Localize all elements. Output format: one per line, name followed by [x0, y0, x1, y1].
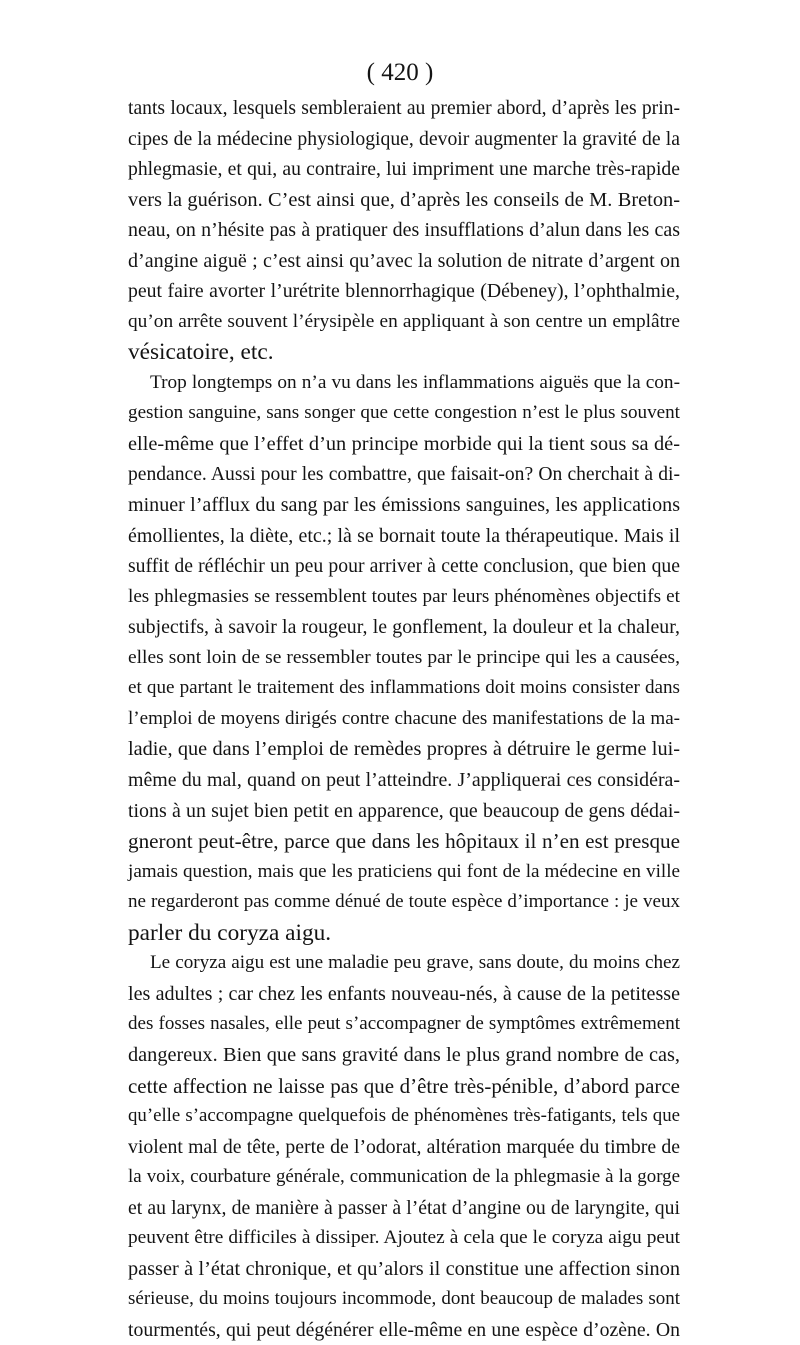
text-line: tants locaux, lesquels sembleraient au premier abord, d’après les prin- [128, 97, 680, 119]
text-line: des fosses nasales, elle peut s’accompagner de symptômes extrêmement [128, 1013, 680, 1035]
text-line: qu’on arrête souvent l’érysipèle en appliquant à son centre un emplâtre [128, 310, 680, 332]
text-line: la voix, courbature générale, communication de la phlegmasie à la gorge [128, 1166, 680, 1188]
paragraph-3 [128, 948, 680, 1345]
paragraph-2 [128, 368, 680, 948]
text-line: jamais question, mais que les praticiens qui font de la médecine en ville [128, 860, 680, 882]
text-line: Trop longtemps on n’a vu dans les inflammations aiguës que la con- [150, 371, 680, 393]
text-line: sérieuse, du moins toujours incommode, dont beaucoup de malades sont [128, 1288, 680, 1310]
text-line: elle-même que l’effet d’un principe morbide qui la tient sous sa dé- [128, 433, 680, 456]
text-line: pendance. Aussi pour les combattre, que faisait-on? On cherchait à di- [128, 463, 680, 485]
body-text [128, 93, 680, 1345]
text-line: gneront peut-être, parce que dans les hôpitaux il n’en est presque [128, 829, 680, 854]
text-line: d’angine aiguë ; c’est ainsi qu’avec la solution de nitrate d’argent on [128, 249, 680, 272]
text-line: passer à l’état chronique, et qu’alors il constitue une affection sinon [128, 1257, 680, 1280]
text-line: elles sont loin de se ressembler toutes par le principe qui les a causées, [128, 646, 680, 668]
text-line: subjectifs, à savoir la rougeur, le gonflement, la douleur et la chaleur, [128, 616, 680, 639]
text-line: cette affection ne laisse pas que d’être très-pénible, d’abord parce [128, 1073, 680, 1098]
text-line: gestion sanguine, sans songer que cette congestion n’est le plus souvent [128, 402, 680, 424]
text-line: et que partant le traitement des inflammations doit moins consister dans [128, 677, 680, 699]
text-line: qu’elle s’accompagne quelquefois de phénomènes très-fatigants, tels que [128, 1105, 680, 1127]
text-line: phlegmasie, et qui, au contraire, lui impriment une marche très-rapide [128, 158, 680, 181]
text-line: et au larynx, de manière à passer à l’état d’angine ou de laryngite, qui [128, 1196, 680, 1219]
text-line: les adultes ; car chez les enfants nouveau-nés, à cause de la petitesse [128, 982, 680, 1005]
text-line: ladie, que dans l’emploi de remèdes propres à détruire le germe lui- [128, 738, 680, 761]
text-line: peuvent être difficiles à dissiper. Ajoutez à cela que le coryza aigu peut [128, 1227, 680, 1249]
text-line: émollientes, la diète, etc.; là se bornait toute la thérapeutique. Mais il [128, 524, 680, 547]
text-line: même du mal, quand on peut l’atteindre. J’appliquerai ces considéra- [128, 769, 680, 792]
page-number: ( 420 ) [366, 59, 434, 86]
text-line: ne regarderont pas comme dénué de toute espèce d’importance : je veux [128, 891, 680, 913]
text-line: vésicatoire, etc. [128, 339, 274, 366]
text-line: vers la guérison. C’est ainsi que, d’après les conseils de M. Breton- [128, 188, 680, 211]
text-line: parler du coryza aigu. [128, 919, 332, 946]
text-line: Le coryza aigu est une maladie peu grave, sans doute, du moins chez [150, 952, 680, 974]
text-line: minuer l’afflux du sang par les émissions sanguines, les applications [128, 494, 680, 517]
paragraph-1 [128, 93, 680, 368]
text-line: neau, on n’hésite pas à pratiquer des insufflations d’alun dans les cas [128, 219, 680, 242]
text-line: peut faire avorter l’urétrite blennorrhagique (Débeney), l’ophthalmie, [128, 280, 680, 303]
text-line: tourmentés, qui peut dégénérer elle-même en une espèce d’ozène. On [128, 1318, 680, 1341]
text-line: les phlegmasies se ressemblent toutes par leurs phénomènes objectifs et [128, 585, 680, 607]
text-line: tions à un sujet bien petit en apparence, que beaucoup de gens dédai- [128, 799, 680, 822]
text-line: suffit de réfléchir un peu pour arriver à cette conclusion, que bien que [128, 555, 680, 578]
text-line: cipes de la médecine physiologique, devoir augmenter la gravité de la [128, 127, 680, 150]
text-line: violent mal de tête, perte de l’odorat, altération marquée du timbre de [128, 1135, 680, 1158]
text-line: dangereux. Bien que sans gravité dans le plus grand nombre de cas, [128, 1043, 680, 1066]
text-line: l’emploi de moyens dirigés contre chacune des manifestations de la ma- [128, 707, 680, 729]
